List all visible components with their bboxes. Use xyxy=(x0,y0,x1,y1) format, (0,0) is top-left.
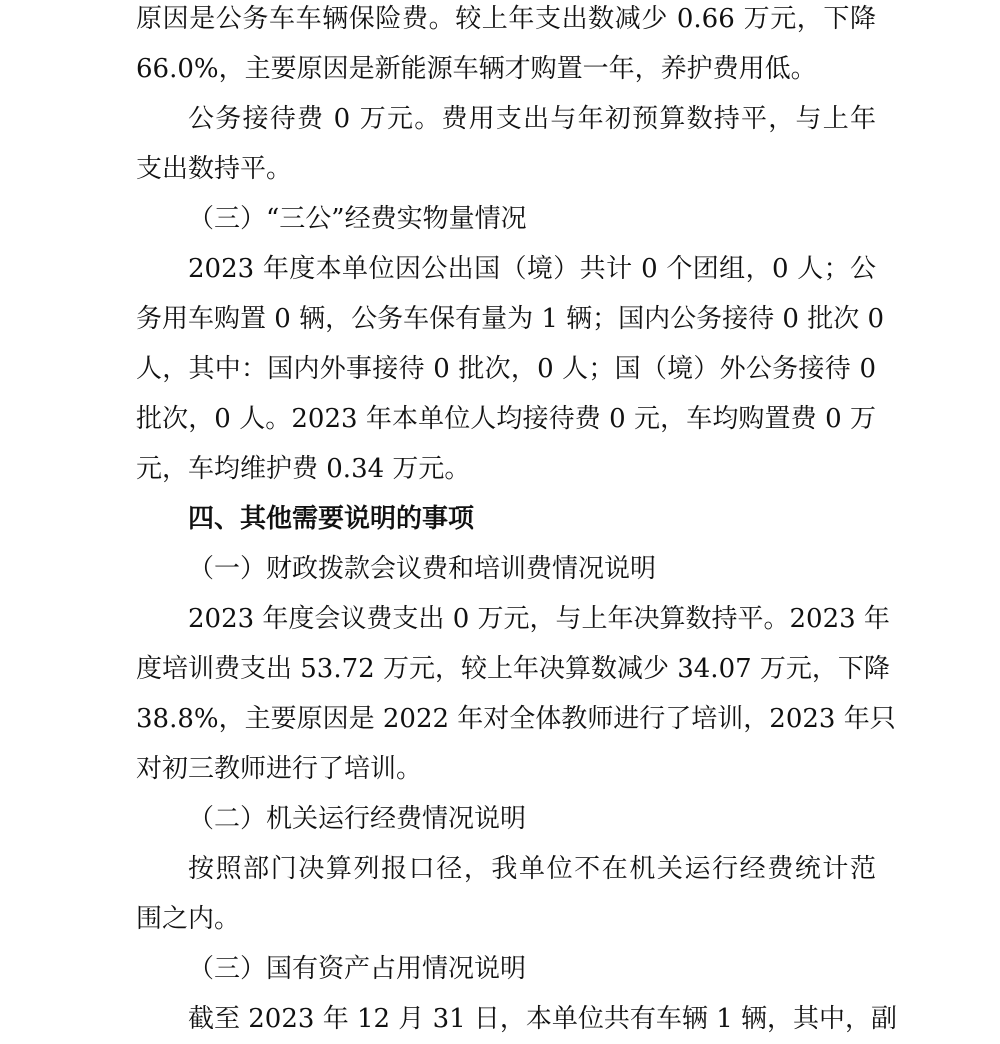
paragraph-line: 2023 年度本单位因公出国（境）共计 0 个团组，0 人；公 xyxy=(188,254,876,284)
paragraph-line: 度培训费支出 53.72 万元，较上年决算数减少 34.07 万元，下降 xyxy=(136,654,890,684)
paragraph-line: 38.8%，主要原因是 2022 年对全体教师进行了培训，2023 年只 xyxy=(136,704,896,734)
section-heading: （三）国有资产占用情况说明 xyxy=(188,954,527,984)
paragraph-line: 元，车均维护费 0.34 万元。 xyxy=(136,454,471,484)
paragraph-line: 批次，0 人。2023 年本单位人均接待费 0 元，车均购置费 0 万 xyxy=(136,404,876,434)
paragraph-line: 支出数持平。 xyxy=(136,154,293,184)
paragraph-line: 按照部门决算列报口径，我单位不在机关运行经费统计范 xyxy=(188,854,876,884)
section-heading: 四、其他需要说明的事项 xyxy=(188,504,475,534)
section-heading: （二）机关运行经费情况说明 xyxy=(188,804,527,834)
paragraph-line: 人，其中：国内外事接待 0 批次，0 人；国（境）外公务接待 0 xyxy=(136,354,876,384)
paragraph-line: 围之内。 xyxy=(136,904,241,934)
section-heading: （三）“三公”经费实物量情况 xyxy=(188,204,527,234)
paragraph-line: 截至 2023 年 12 月 31 日，本单位共有车辆 1 辆，其中，副 xyxy=(188,1004,897,1034)
paragraph-line: 对初三教师进行了培训。 xyxy=(136,754,423,784)
paragraph-line: 2023 年度会议费支出 0 万元，与上年决算数持平。2023 年 xyxy=(188,604,890,634)
section-heading: （一）财政拨款会议费和培训费情况说明 xyxy=(188,554,657,584)
paragraph-line: 公务接待费 0 万元。费用支出与年初预算数持平，与上年 xyxy=(188,104,876,134)
paragraph-line: 66.0%，主要原因是新能源车辆才购置一年，养护费用低。 xyxy=(136,54,817,84)
paragraph-line: 务用车购置 0 辆，公务车保有量为 1 辆；国内公务接待 0 批次 0 xyxy=(136,304,885,334)
paragraph-line: 原因是公务车车辆保险费。较上年支出数减少 0.66 万元，下降 xyxy=(136,4,876,34)
